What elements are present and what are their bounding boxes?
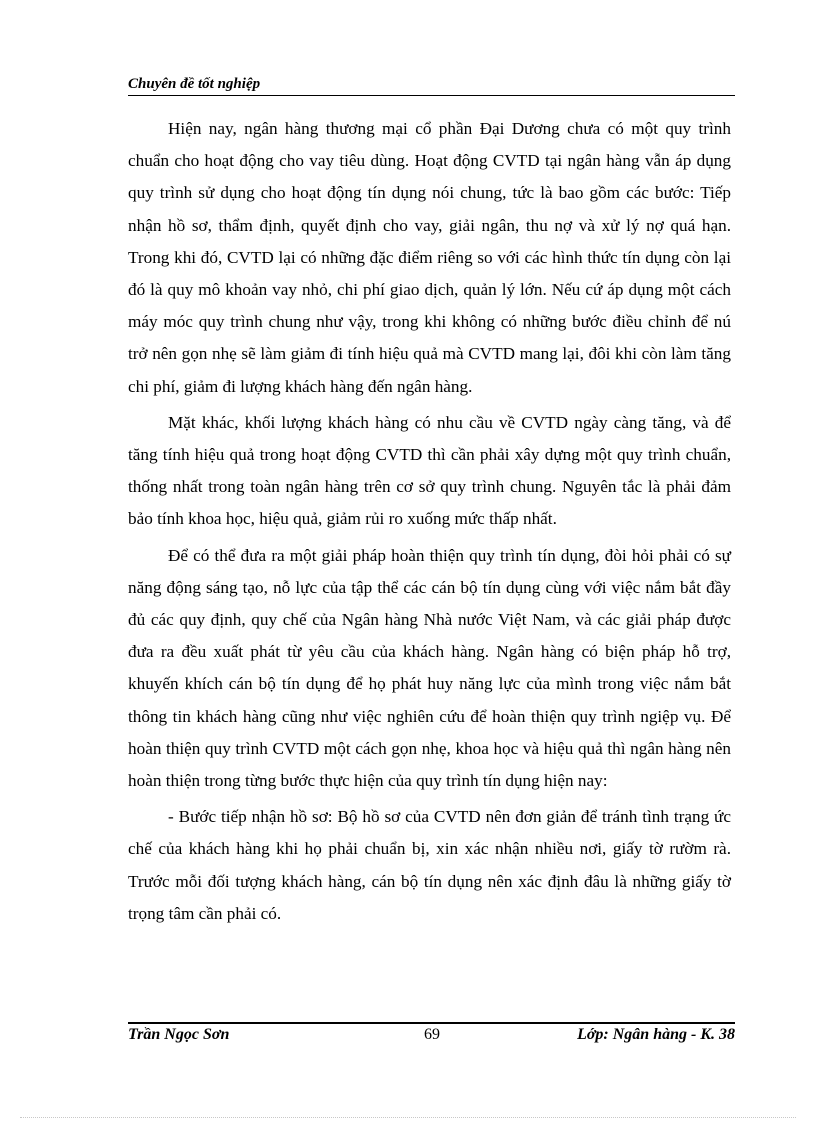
page-header xyxy=(128,76,735,96)
paragraph-1: Hiện nay, ngân hàng thương mại cổ phần Đại Dương chưa có một quy trình chuẩn cho hoạt động cho vay tiêu dùng. Hoạt động CVTD tại ngân hàng vẫn áp dụng quy trình sử dụng cho hoạt động tín dụng nói chung, tức là bao gồm các bước: Tiếp nhận hồ sơ, thẩm định, quyết định cho vay, giải ngân, thu nợ và xử lý nợ quá hạn. Trong khi đó, CVTD lại có những đặc điểm riêng so với các hình thức tín dụng còn lại đó là quy mô khoản vay nhỏ, chi phí giao dịch, quản lý lớn. Nếu cứ áp dụng một cách máy móc quy trình chung như vậy, trong khi không có những bước điều chỉnh để nú trở nên gọn nhẹ sẽ làm giảm đi tính hiệu quả mà CVTD mang lại, đôi khi còn làm tăng chi phí, giảm đi lượng khách hàng đến ngân hàng. xyxy=(128,119,731,396)
paragraph-4: - Bước tiếp nhận hồ sơ: Bộ hồ sơ của CVTD nên đơn giản để tránh tình trạng ức chế của khách hàng khi họ phải chuẩn bị, xin xác nhận nhiều nơi, giấy tờ rườm rà. Trước mỗi đối tượng khách hàng, cán bộ tín dụng nên xác định đâu là những giấy tờ trọng tâm cần phải có. xyxy=(128,807,731,923)
page-number: 69 xyxy=(424,1026,440,1043)
header-title: Chuyên đề tốt nghiệp xyxy=(128,76,261,92)
footer-author: Trần Ngọc Sơn xyxy=(128,1026,230,1043)
page-footer xyxy=(128,1026,735,1048)
footer-divider xyxy=(128,1022,735,1024)
page-edge-divider xyxy=(20,1117,796,1118)
footer-class: Lớp: Ngân hàng - K. 38 xyxy=(577,1026,735,1043)
paragraph-3: Để có thể đưa ra một giải pháp hoàn thiện quy trình tín dụng, đòi hỏi phải có sự năng động sáng tạo, nỗ lực của tập thể các cán bộ tín dụng cùng với việc nắm bắt đầy đủ các quy định, quy chế của Ngân hàng Nhà nước Việt Nam, và các giải pháp được đưa ra đều xuất phát từ yêu cầu của khách hàng. Ngân hàng có biện pháp hỗ trợ, khuyến khích cán bộ tín dụng để họ phát huy năng lực của mình trong việc nắm bắt thông tin khách hàng cũng như việc nghiên cứu để hoàn thiện quy trình ngiệp vụ. Để hoàn thiện quy trình CVTD một cách gọn nhẹ, khoa học và hiệu quả thì ngân hàng nên hoàn thiện trong từng bước thực hiện của quy trình tín dụng hiện nay: xyxy=(128,545,731,791)
paragraph-2: Mặt khác, khối lượng khách hàng có nhu cầu về CVTD ngày càng tăng, và để tăng tính hiệu quả trong hoạt động CVTD thì cần phải xây dựng một quy trình chuẩn, thống nhất trong toàn ngân hàng trên cơ sở quy trình chung. Nguyên tắc là phải đảm bảo tính khoa học, hiệu quả, giảm rủi ro xuống mức thấp nhất. xyxy=(128,412,731,529)
document-body xyxy=(128,113,731,934)
